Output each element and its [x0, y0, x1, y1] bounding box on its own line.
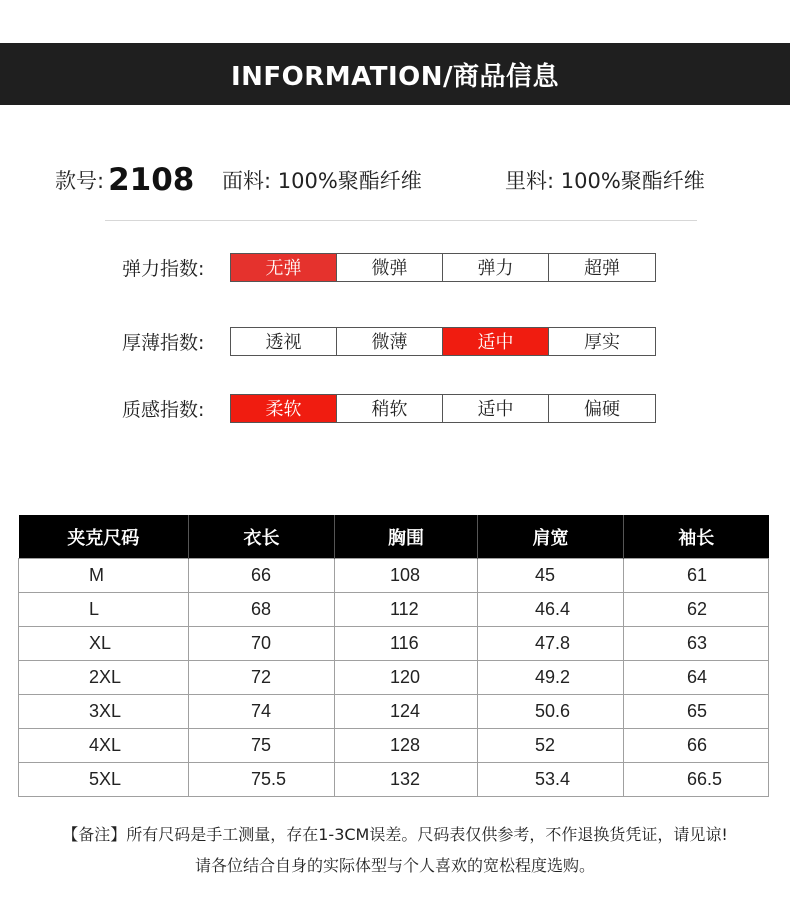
- table-cell: [19, 627, 189, 661]
- cell-value: L: [89, 599, 100, 619]
- note-line-1: 【备注】所有尺码是手工测量，存在1-3CM误差。尺码表仅供参考，不作退换货凭证，请见谅!: [62, 825, 728, 844]
- cell-value: 66: [687, 735, 708, 755]
- cell-value: 46.4: [535, 599, 571, 619]
- cell-value: 2XL: [89, 667, 122, 687]
- texture-option-slightly-soft: 稍软: [337, 395, 443, 422]
- cell-value: M: [89, 565, 104, 585]
- product-specs: [0, 160, 790, 200]
- cell-value: 4XL: [89, 735, 122, 755]
- thickness-option-thick: 厚实: [584, 332, 620, 353]
- table-cell: [189, 729, 335, 763]
- table-cell: [335, 695, 478, 729]
- elasticity-option-elastic: 弹力: [443, 254, 549, 281]
- table-row: [19, 559, 769, 593]
- cell-value: 128: [390, 735, 421, 755]
- banner-title: INFORMATION/商品信息: [230, 61, 560, 92]
- table-cell: [19, 763, 189, 797]
- table-row: [19, 593, 769, 627]
- table-cell: [624, 627, 769, 661]
- table-cell: [478, 593, 624, 627]
- thickness-option-thin: 微薄: [337, 328, 443, 355]
- cell-value: 66: [251, 565, 272, 585]
- info-banner: [0, 43, 790, 105]
- table-cell: [189, 661, 335, 695]
- cell-value: 124: [390, 701, 421, 721]
- section-divider: [105, 220, 697, 221]
- cell-value: 49.2: [535, 667, 571, 687]
- table-row: [19, 695, 769, 729]
- elasticity-index: [122, 252, 656, 282]
- cell-value: 47.8: [535, 633, 571, 653]
- table-cell: [335, 559, 478, 593]
- thickness-option-sheer: 透视: [231, 328, 337, 355]
- thickness-option-medium: 适中: [443, 328, 549, 355]
- cell-value: 52: [535, 735, 556, 755]
- cell-value: 108: [390, 565, 421, 585]
- table-cell: [189, 593, 335, 627]
- texture-index-label: 质感指数:: [122, 398, 205, 421]
- elasticity-option-super: 超弹: [584, 258, 620, 279]
- elasticity-option-none: 无弹: [231, 254, 337, 281]
- cell-value: 132: [390, 769, 421, 789]
- texture-index: [122, 393, 656, 423]
- cell-value: XL: [89, 633, 112, 653]
- cell-value: 75: [251, 735, 272, 755]
- table-cell: [189, 695, 335, 729]
- table-cell: [19, 695, 189, 729]
- table-cell: [478, 559, 624, 593]
- texture-option-medium: 适中: [443, 395, 549, 422]
- table-cell: [335, 627, 478, 661]
- table-row: [19, 627, 769, 661]
- table-cell: [335, 763, 478, 797]
- style-number-value: 2108: [108, 162, 195, 198]
- style-number-spec: [55, 160, 194, 200]
- table-cell: [624, 763, 769, 797]
- note-line-2: 请各位结合自身的实际体型与个人喜欢的宽松程度选购。: [194, 856, 595, 875]
- header-size: 夹克尺码: [19, 515, 189, 559]
- cell-value: 120: [390, 667, 421, 687]
- cell-value: 5XL: [89, 769, 122, 789]
- header-chest: 胸围: [335, 515, 478, 559]
- cell-value: 75.5: [251, 769, 287, 789]
- texture-option-soft: 柔软: [231, 395, 337, 422]
- cell-value: 64: [687, 667, 708, 687]
- table-cell: [335, 661, 478, 695]
- table-cell: [189, 627, 335, 661]
- table-row: [19, 729, 769, 763]
- fabric-spec: 面料: 100%聚酯纤维: [222, 169, 422, 193]
- table-cell: [335, 593, 478, 627]
- table-cell: [478, 729, 624, 763]
- thickness-index: [122, 326, 656, 356]
- table-cell: [335, 729, 478, 763]
- table-cell: [189, 559, 335, 593]
- texture-scale: [230, 394, 656, 423]
- cell-value: 61: [687, 565, 708, 585]
- cell-value: 45: [535, 565, 556, 585]
- table-cell: [19, 593, 189, 627]
- table-row: [19, 661, 769, 695]
- cell-value: 66.5: [687, 769, 723, 789]
- table-cell: [624, 593, 769, 627]
- texture-option-stiff: 偏硬: [584, 399, 620, 420]
- lining-spec: 里料: 100%聚酯纤维: [505, 169, 705, 193]
- cell-value: 65: [687, 701, 708, 721]
- table-cell: [624, 695, 769, 729]
- elasticity-index-label: 弹力指数:: [122, 257, 205, 280]
- table-cell: [478, 695, 624, 729]
- cell-value: 53.4: [535, 769, 571, 789]
- table-cell: [19, 729, 189, 763]
- elasticity-option-slight: 微弹: [337, 254, 443, 281]
- cell-value: 74: [251, 701, 272, 721]
- cell-value: 72: [251, 667, 272, 687]
- table-cell: [19, 661, 189, 695]
- header-sleeve: 袖长: [624, 515, 769, 559]
- cell-value: 63: [687, 633, 708, 653]
- elasticity-scale: [230, 253, 656, 282]
- table-cell: [189, 763, 335, 797]
- table-cell: [624, 729, 769, 763]
- table-cell: [19, 559, 189, 593]
- table-header-row: [19, 515, 769, 559]
- cell-value: 62: [687, 599, 708, 619]
- table-cell: [624, 661, 769, 695]
- cell-value: 70: [251, 633, 272, 653]
- cell-value: 68: [251, 599, 272, 619]
- table-cell: [624, 559, 769, 593]
- cell-value: 3XL: [89, 701, 122, 721]
- table-row: [19, 763, 769, 797]
- thickness-index-label: 厚薄指数:: [122, 331, 205, 354]
- table-cell: [478, 763, 624, 797]
- size-table: [18, 515, 769, 797]
- header-shoulder: 肩宽: [478, 515, 624, 559]
- table-cell: [478, 627, 624, 661]
- header-length: 衣长: [189, 515, 335, 559]
- style-number-label: 款号:: [55, 169, 105, 193]
- cell-value: 116: [390, 633, 419, 653]
- table-cell: [478, 661, 624, 695]
- cell-value: 112: [390, 599, 419, 619]
- cell-value: 50.6: [535, 701, 571, 721]
- thickness-scale: [230, 327, 656, 356]
